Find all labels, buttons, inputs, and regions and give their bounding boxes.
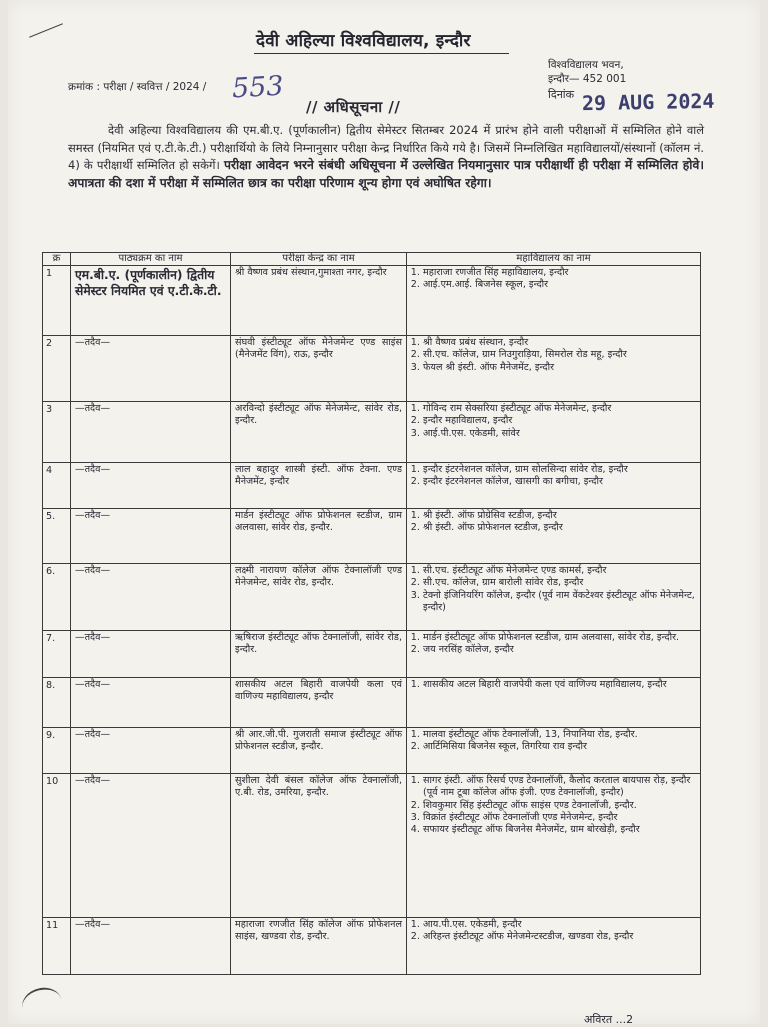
college-item: 2. अरिहन्त इंस्टीट्यूट ऑफ मेनेजमेन्टस्टडीज, खण्डवा रोड, इन्दौर [423,931,696,943]
row-serial-number: 1 [43,266,71,336]
university-name: देवी अहिल्या विश्वविद्यालय, इन्दौर [256,31,471,51]
row-course: —तदैव— [71,918,231,975]
college-item: 2. श्री इंस्टी. ऑफ प्रोफेशनल स्टडीज, इन्दौर [423,522,696,534]
row-exam-centre: श्री वैष्णव प्रबंध संस्थान,गुमाश्ता नगर, इन्दौर [231,266,407,336]
date-label: दिनांक [548,88,575,101]
row-serial-number: 10 [43,774,71,918]
table-body [43,266,701,975]
table-row [43,509,701,564]
table-row [43,728,701,774]
notice-text: देवी अहिल्या विश्वविद्यालय की एम.बी.ए. (पूर्णकालीन) द्वितीय सेमेस्टर सितम्बर 2024 में प्रारंभ होने वाली परीक्षाओं में सम्मिलित होने वाले समस्त (नियमित एवं ए.टी.के.टी.) परीक्षार्थियो के लिये निम्नानुसार परीक्षा केन्द्र निर्धारित किये गये है। जिसमें निम्नलिखित महाविद्यालयों/संस्थानों (कॉलम नं. 4) के परीक्षार्थी सम्मिलित हो सकेगें। [68,123,704,172]
row-colleges [407,509,701,564]
table-row [43,336,701,402]
date-stamp: 29 AUG 2024 [581,88,715,116]
row-serial-number: 6. [43,564,71,631]
college-list [411,729,696,753]
college-list [411,775,696,836]
college-list [411,403,696,440]
table-row [43,631,701,678]
notice-bold-text: परीक्षा आवेदन भरने संबंधी अधिसूचना में उल्लेखित नियमानुसार पात्र परीक्षार्थी ही परीक्षा में सम्मिलित होवे। अपात्रता की दशा में परीक्षा में सम्मिलित छात्र का परीक्षा परिणाम शून्य होगा एवं अघोषित रहेगा। [68,158,704,190]
college-list [411,267,696,291]
row-colleges [407,266,701,336]
row-colleges [407,402,701,463]
row-course: —तदैव— [71,728,231,774]
table-row [43,266,701,336]
college-list [411,337,696,374]
row-serial-number: 7. [43,631,71,678]
table-row [43,918,701,975]
row-course: —तदैव— [71,774,231,918]
row-serial-number: 5. [43,509,71,564]
row-course: —तदैव— [71,631,231,678]
row-course: —तदैव— [71,336,231,402]
table-row [43,463,701,509]
title-underline [254,53,509,54]
row-exam-centre: ऋषिराज इंस्टीट्यूट ऑफ टेक्नालॉजी, सांवेर रोड, इन्दौर. [231,631,407,678]
row-course: —तदैव— [71,678,231,728]
college-item: 2. शिवकुमार सिंह इंस्टीट्यूट ऑफ साइंस एण्ड टेक्नालॉजी, इन्दौर. [423,800,696,812]
row-serial-number: 8. [43,678,71,728]
college-item: 1. सागर इंस्टी. ऑफ रिसर्च एण्ड टेक्नालॉजी, कैलोद करताल बायपास रोड़, इन्दौर (पूर्व नाम टूबा कॉलेज ऑफ इंजी. एण्ड टेक्नालॉजी, इन्दौर) [423,775,696,799]
row-colleges [407,631,701,678]
row-serial-number: 2 [43,336,71,402]
college-item: 1. शासकीय अटल बिहारी वाजपेयी कला एवं वाणिज्य महाविद्यालय, इन्दौर [423,679,696,691]
college-item: 1. मालवा इंस्टीट्यूट ऑफ टेक्नालॉजी, 13, निपानिया रोड, इन्दौर. [423,729,696,741]
notice-paragraph [68,122,704,192]
row-exam-centre: शासकीय अटल बिहारी वाजपेयी कला एवं वाणिज्य महाविद्यालय, इन्दौर [231,678,407,728]
row-course: —तदैव— [71,564,231,631]
header-centre: परीक्षा केन्द्र का नाम [231,253,407,266]
header-course: पाठ्यक्रम का नाम [71,253,231,266]
row-course: —तदैव— [71,463,231,509]
row-exam-centre: अरविन्दो इंस्टीट्यूट ऑफ मेनेजमेन्ट, सांवेर रोड, इन्दौर. [231,402,407,463]
table-row [43,564,701,631]
college-item: 2. आर्टिमिसिया बिजनेस स्कूल, तिगरिया राव इन्दौर [423,741,696,753]
college-item: 1. इन्दौर इंटरनेशनल कॉलेज, ग्राम सोलसिन्दा सांवेर रोड, इन्दौर [423,464,696,476]
college-list [411,510,696,534]
college-item: 1. मार्डन इंस्टीट्यूट ऑफ प्रोफेशनल स्टडीज, ग्राम अलवासा, सांवेर रोड, इन्दौर. [423,632,696,644]
row-serial-number: 3 [43,402,71,463]
header-sno: क्र [43,253,71,266]
college-item: 2. जय नरसिंह कॉलेज, इन्दौर [423,644,696,656]
row-course: —तदैव— [71,402,231,463]
row-colleges [407,564,701,631]
row-serial-number: 11 [43,918,71,975]
row-exam-centre: श्री आर.जी.पी. गुजराती समाज इंस्टीट्यूट ऑफ प्रोफेशनल स्टडीज, इन्दौर. [231,728,407,774]
document-page [8,0,760,1024]
reference-label: क्रमांक : परीक्षा / स्ववित्त / 2024 / [68,81,207,93]
reference-number: 553 [231,70,285,105]
row-exam-centre: महाराजा रणजीत सिंह कॉलेज ऑफ प्रोफेशनल साइंस, खण्डवा रोड, इन्दौर. [231,918,407,975]
college-list [411,919,696,943]
row-colleges [407,728,701,774]
college-list [411,464,696,488]
header-college: महाविद्यालय का नाम [407,253,701,266]
exam-centre-table [42,252,701,975]
college-list [411,679,696,691]
college-item: 1. श्री वैष्णव प्रबंध संस्थान, इन्दौर [423,337,696,349]
signature-mark [19,984,66,1025]
college-item: 3. फेयल श्री इंस्टी. ऑफ मैनेजमेंट, इन्दौर [423,362,696,374]
college-item: 1. सी.एच. इंस्टीट्यूट ऑफ मेनेजमेन्ट एण्ड कामर्स, इन्दौर [423,565,696,577]
college-list [411,632,696,656]
college-item: 2. आई.एम.आई. बिजनेस स्कूल, इन्दौर [423,279,696,291]
row-exam-centre: लक्ष्मी नारायण कॉलेज ऑफ टेक्नालॉजी एण्ड मेनेजमेन्ट, सांवेर रोड, इन्दौर. [231,564,407,631]
table-row [43,678,701,728]
college-item: 3. विक्रांत इंस्टीट्यूट ऑफ टेक्नालॉजी एण्ड मेनेजमेन्ट, इन्दौर [423,812,696,824]
college-item: 2. इन्दौर इंटरनेशनल कॉलेज, खासगी का बगीचा, इन्दौर [423,476,696,488]
row-course: एम.बी.ए. (पूर्णकालीन) द्वितीय सेमेस्टर नियमित एवं ए.टी.के.टी. [71,266,231,336]
college-item: 2. सी.एच. कॉलेज, ग्राम निउगुराड़िया, सिमरोल रोड महू, इन्दौर [423,349,696,361]
college-item: 2. इन्दौर महाविद्यालय, इन्दौर [423,415,696,427]
college-item: 3. टेक्नो इंजिनियरिंग कॉलेज, इन्दौर (पूर्व नाम वेंकटेश्वर इंस्टीट्यूट ऑफ मेनेजमेन्ट, इन्दौर) [423,590,696,614]
college-item: 1. महाराजा रणजीत सिंह महाविद्यालय, इन्दौर [423,267,696,279]
pen-mark [29,23,63,37]
row-exam-centre: संघवी इंस्टीट्यूट ऑफ मेनेजमेन्ट एण्ड साइंस (मैनेजमेंट विंग), राऊ, इन्दौर [231,336,407,402]
table-row [43,774,701,918]
table-header-row [43,253,701,266]
college-item: 1. गोविन्द राम सेक्सरिया इंस्टीट्यूट ऑफ मेनेजमेन्ट, इन्दौर [423,403,696,415]
row-colleges [407,678,701,728]
address-line-2: इन्दौर— 452 001 [548,73,627,85]
row-course: —तदैव— [71,509,231,564]
row-colleges [407,336,701,402]
table-row [43,402,701,463]
row-serial-number: 9. [43,728,71,774]
row-serial-number: 4 [43,463,71,509]
row-exam-centre: मार्डन इंस्टीट्यूट ऑफ प्रोफेशनल स्टडीज, ग्राम अलवासा, सांवेर रोड, इन्दौर. [231,509,407,564]
address-line-1: विश्वविद्यालय भवन, [548,59,624,71]
college-item: 1. आय.पी.एस. एकेडमी, इन्दौर [423,919,696,931]
row-colleges [407,918,701,975]
row-colleges [407,463,701,509]
row-exam-centre: सुशीला देवी बंसल कॉलेज ऑफ टेक्नालॉजी, ए.बी. रोड, उमरिया, इन्दौर. [231,774,407,918]
college-list [411,565,696,614]
college-item: 1. श्री इंस्टी. ऑफ प्रोग्रेसिव स्टडीज, इन्दौर [423,510,696,522]
college-item: 2. सी.एच. कॉलेज, ग्राम बारोली सांवेर रोड, इन्दौर [423,577,696,589]
continued-note: अविरत ...2 [584,1013,634,1026]
college-item: 3. आई.पी.एस. एकेडमी, सांवेर [423,428,696,440]
row-exam-centre: लाल बहादुर शास्त्री इंस्टी. ऑफ टेक्ना. एण्ड मैनेजमेंट, इन्दौर [231,463,407,509]
notification-title: // अधिसूचना // [306,98,401,116]
row-colleges [407,774,701,918]
college-item: 4. सफायर इंस्टीट्यूट ऑफ बिजनेस मैनेजमेंट, ग्राम बोरखेड़ी, इन्दौर [423,824,696,836]
